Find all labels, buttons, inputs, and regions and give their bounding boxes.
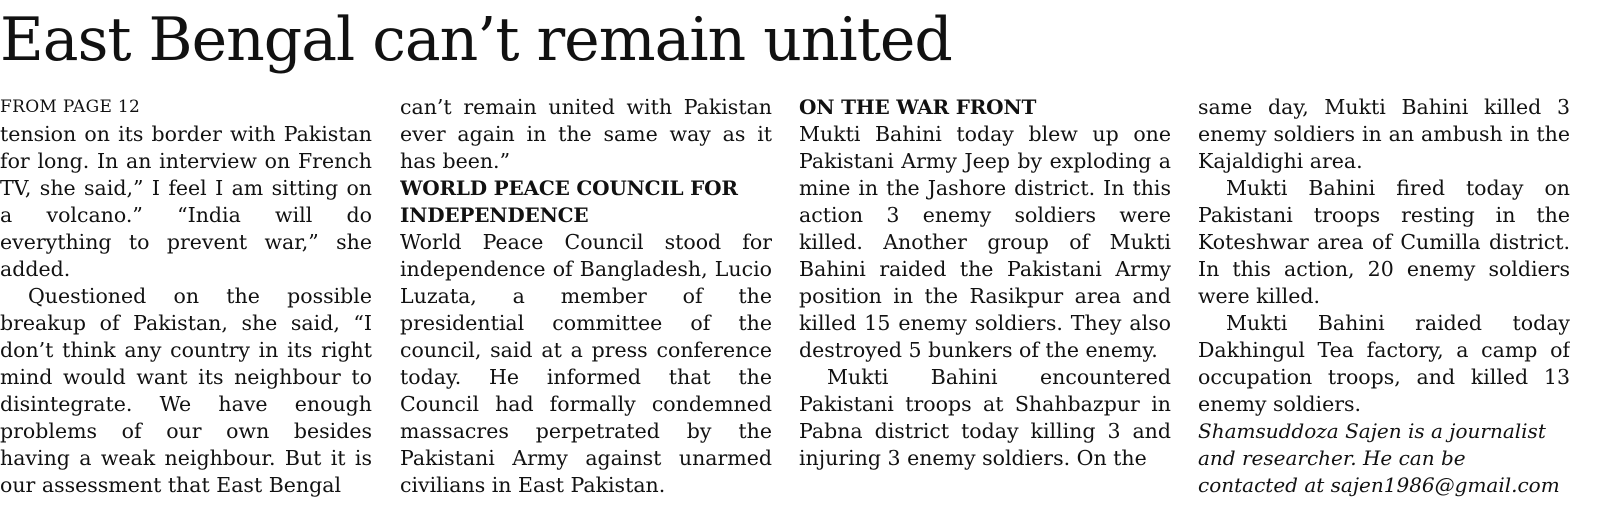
- continued-from-label: FROM PAGE 12: [0, 97, 141, 117]
- paragraph: Mukti Bahini encountered Pakistani troops at Shahbazpur in Pabna district today killing 3 and injuring 3 enemy soldiers. On the: [799, 365, 1171, 470]
- column-1: [0, 94, 372, 514]
- paragraph: can’t remain united with Pakistan ever again in the same way as it has been.”: [400, 95, 772, 173]
- paragraph: Mukti Bahini raided today Dakhingul Tea factory, a camp of occupation troops, and killed 13 enemy soldiers.: [1198, 311, 1570, 416]
- subheading-world-peace-council: WORLD PEACE COUNCIL FOR INDEPENDENCE: [400, 176, 738, 227]
- paragraph: same day, Mukti Bahini killed 3 enemy soldiers in an ambush in the Kajaldighi area.: [1198, 95, 1570, 173]
- paragraph: Questioned on the possible breakup of Pakistan, she said, “I don’t think any country in its right mind would want its neighbour to disintegrate. We have enough problems of our own besides having a weak neighbour. But it is our assessment that East Bengal: [0, 284, 372, 497]
- column-2: [400, 94, 772, 514]
- headline: East Bengal can’t remain united: [0, 5, 952, 75]
- paragraph: World Peace Council stood for independence of Bangladesh, Lucio Luzata, a member of the presidential committee of the council, said at a press conference today. He informed that the Council had formally condemned massacres perpetrated by the Pakistani Army against unarmed civilians in East Pakistan.: [400, 230, 772, 497]
- column-4: [1198, 94, 1570, 514]
- subheading-war-front: ON THE WAR FRONT: [799, 95, 1037, 119]
- author-byline: Shamsuddoza Sajen is a journalist and researcher. He can be contacted at sajen1986@gmail.com: [1198, 419, 1560, 497]
- paragraph: Mukti Bahini today blew up one Pakistani Army Jeep by exploding a mine in the Jashore district. In this action 3 enemy soldiers were killed. Another group of Mukti Bahini raided the Pakistani Army position in the Rasikpur area and killed 15 enemy soldiers. They also destroyed 5 bunkers of the enemy.: [799, 122, 1171, 362]
- paragraph: Mukti Bahini fired today on Pakistani troops resting in the Koteshwar area of Cumilla district. In this action, 20 enemy soldiers were killed.: [1198, 176, 1570, 308]
- paragraph: tension on its border with Pakistan for long. In an interview on French TV, she said,” I feel I am sitting on a volcano.” “India will do everything to prevent war,” she added.: [0, 122, 372, 281]
- column-3: [799, 94, 1171, 514]
